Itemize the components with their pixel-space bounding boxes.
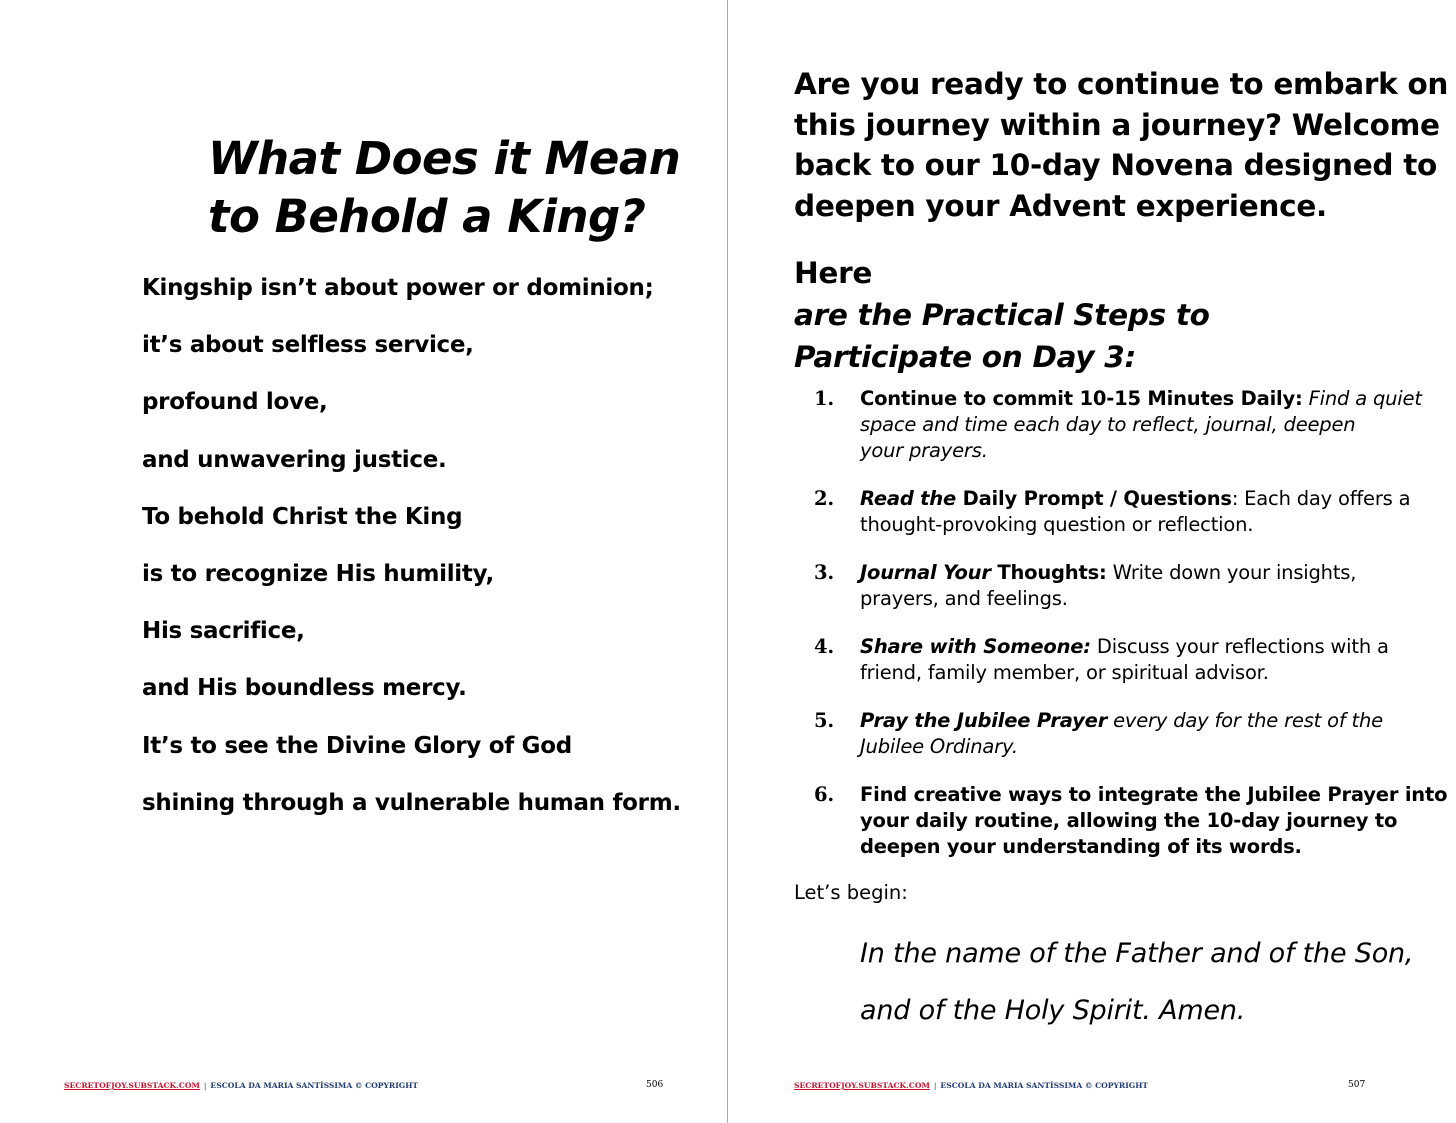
step-number: 3. xyxy=(814,561,834,584)
step-bold: Find creative ways to integrate the Jubilee Prayer into xyxy=(860,783,1448,806)
title-line: to Behold a King? xyxy=(208,190,646,243)
step-text: thought-provoking question or reflection. xyxy=(860,513,1254,536)
footer-site-link[interactable]: SECRETOFJOY.SUBSTACK.COM xyxy=(64,1081,200,1090)
intro-line: back to our 10-day Novena designed to xyxy=(794,148,1437,182)
step-number: 2. xyxy=(814,487,834,510)
left-page xyxy=(0,0,727,1123)
steps-heading-line2: Participate on Day 3: xyxy=(794,340,1136,374)
step-item xyxy=(814,634,1414,686)
step-bold: deepen your understanding of its words. xyxy=(860,835,1302,858)
step-item xyxy=(814,560,1414,612)
blessing-line: In the name of the Father and of the Son, xyxy=(860,938,1414,969)
right-page xyxy=(728,0,1456,1123)
steps-heading-prefix: Here xyxy=(794,256,873,290)
step-bold: Daily Prompt / Questions xyxy=(956,487,1232,510)
step-text: : Each day offers a xyxy=(1231,487,1411,510)
steps-heading-rest: are the Practical Steps to xyxy=(794,298,1210,332)
step-text: Discuss your reflections with a xyxy=(1090,635,1389,658)
intro-line: Are you ready to continue to embark on xyxy=(794,67,1449,101)
step-bold-italic: Journal Your xyxy=(860,561,991,584)
poem-line: His sacrifice, xyxy=(142,618,305,645)
closing-blessing xyxy=(860,925,1450,1039)
lets-begin: Let’s begin: xyxy=(794,881,908,904)
footer-separator: | xyxy=(203,1081,207,1090)
poem-line: To behold Christ the King xyxy=(142,503,463,530)
poem-line: and His boundless mercy. xyxy=(142,675,467,702)
page-number: 506 xyxy=(646,1080,664,1090)
footer-site-link[interactable]: SECRETOFJOY.SUBSTACK.COM xyxy=(794,1081,930,1090)
poem-line: and unwavering justice. xyxy=(142,446,447,473)
step-number: 5. xyxy=(814,709,834,732)
poem xyxy=(142,272,702,844)
step-number: 6. xyxy=(814,783,834,806)
step-bold-italic: Pray the Jubilee Prayer xyxy=(860,709,1108,732)
step-text: Jubilee Ordinary. xyxy=(860,735,1018,758)
intro-line: deepen your Advent experience. xyxy=(794,188,1327,223)
page-title xyxy=(208,130,708,246)
step-text: Write down your insights, xyxy=(1106,561,1357,584)
poem-line: it’s about selfless service, xyxy=(142,332,474,359)
step-text: space and time each day to reflect, journal, deepen xyxy=(860,413,1356,436)
step-number: 4. xyxy=(814,635,834,658)
step-bold-italic: Read the xyxy=(860,487,957,510)
poem-line: profound love, xyxy=(142,389,328,416)
steps-list xyxy=(814,386,1448,882)
steps-heading xyxy=(794,252,1434,378)
step-item xyxy=(814,486,1414,538)
step-bold: Thoughts: xyxy=(990,561,1107,584)
poem-line: Kingship isn’t about power or dominion; xyxy=(142,275,654,301)
page-number: 507 xyxy=(1348,1080,1366,1090)
step-bold: Continue to commit 10-15 Minutes Daily: xyxy=(860,387,1303,410)
blessing-line: and of the Holy Spirit. Amen. xyxy=(860,995,1246,1026)
footer-copyright: ESCOLA DA MARIA SANTÍSSIMA © COPYRIGHT xyxy=(940,1081,1149,1090)
step-item xyxy=(814,782,1448,860)
poem-line: is to recognize His humility, xyxy=(142,560,494,587)
step-item xyxy=(814,708,1414,760)
poem-line: shining through a vulnerable human form. xyxy=(142,789,681,816)
page-footer xyxy=(794,1081,1148,1091)
step-text: Find a quiet xyxy=(1302,387,1422,410)
step-bold: your daily routine, allowing the 10-day journey to xyxy=(860,809,1398,832)
step-number: 1. xyxy=(814,387,834,410)
footer-copyright: ESCOLA DA MARIA SANTÍSSIMA © COPYRIGHT xyxy=(210,1081,419,1090)
page-footer xyxy=(64,1081,418,1091)
step-text: prayers, and feelings. xyxy=(860,587,1068,610)
intro-paragraph xyxy=(794,64,1449,226)
poem-line: It’s to see the Divine Glory of God xyxy=(142,732,572,759)
footer-separator: | xyxy=(933,1081,937,1090)
intro-line: this journey within a journey? Welcome xyxy=(794,107,1440,142)
step-item xyxy=(814,386,1422,464)
step-text: friend, family member, or spiritual advisor. xyxy=(860,661,1269,684)
step-bold-italic: Share with Someone: xyxy=(860,635,1091,658)
step-text: your prayers. xyxy=(860,439,988,462)
step-text: every day for the rest of the xyxy=(1107,709,1383,732)
title-line: What Does it Mean xyxy=(208,132,681,185)
